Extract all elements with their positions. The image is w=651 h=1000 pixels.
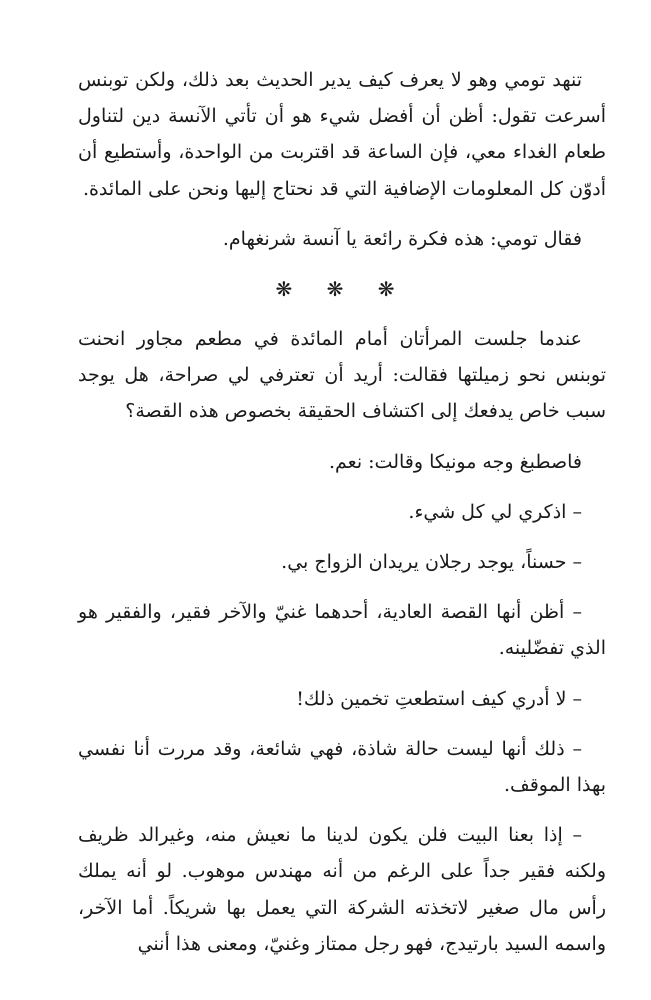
paragraph: تنهد تومي وهو لا يعرف كيف يدير الحديث بعد ذلك، ولكن توبنس أسرعت تقول: أظن أن أفضل شيء هو أن تأتي الآنسة دين لتناول طعام الغداء معي، فإن الساعة قد اقتربت من الواحدة، وأستطيع أن أدوّن كل المعلومات الإضافية التي قد نحتاج إليها ونحن على المائدة. [78,69,606,200]
paragraph: فقال تومي: هذه فكرة رائعة يا آنسة شرنغهام. [222,227,582,250]
paragraph: – لا أدري كيف استطعتِ تخمين ذلك! [296,687,582,710]
paragraph: – اذكري لي كل شيء. [408,500,582,523]
paragraph: – حسناً، يوجد رجلان يريدان الزواج بي. [281,551,582,574]
book-page [78,62,606,962]
section-separator: ❋ ❋ ❋ [275,277,409,302]
paragraph: فاصطبغ وجه مونيكا وقالت: نعم. [328,450,582,473]
paragraph: – ذلك أنها ليست حالة شاذة، فهي شائعة، وقد مررت أنا نفسي بهذا الموقف. [78,737,606,797]
paragraph: عندما جلست المرأتان أمام المائدة في مطعم مجاور انحنت توبنس نحو زميلتها فقالت: أريد أن تعترفي لي صراحة، هل يوجد سبب خاص يدفعك إلى اكتشاف الحقيقة بخصوص هذه القصة؟ [78,328,606,423]
paragraph: – إذا بعنا البيت فلن يكون لدينا ما نعيش منه، وغيرالد ظريف ولكنه فقير جداً على الرغم من أنه مهندس موهوب. لو أنه يملك رأس مال صغير لاتخذته الشركة التي يعمل بها شريكاً. أما الآخر، واسمه السيد بارتيدج، فهو رجل ممتاز وغنيّ، ومعنى هذا أنني [78,824,606,955]
paragraph: – أظن أنها القصة العادية، أحدهما غنيّ والآخر فقير، والفقير هو الذي تفضّلينه. [78,601,606,660]
